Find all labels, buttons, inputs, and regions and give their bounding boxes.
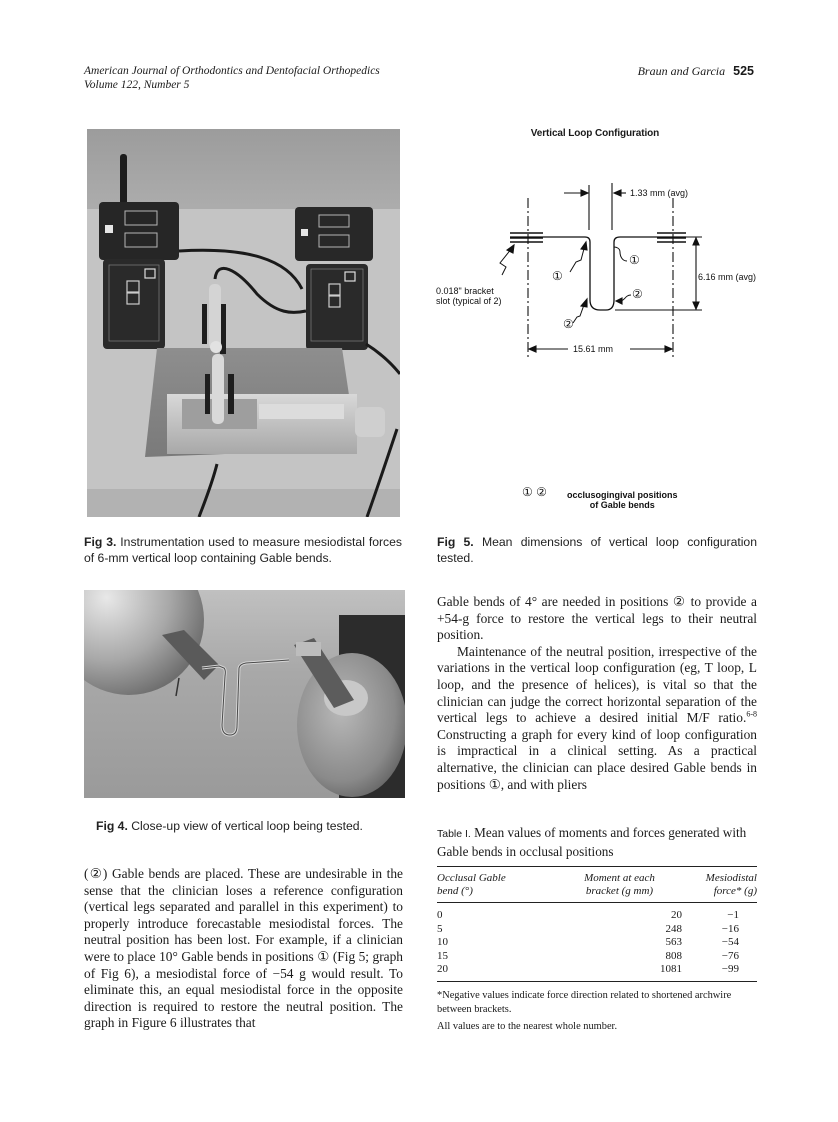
fig4-photo [84, 590, 405, 798]
fig5-caption [437, 534, 757, 566]
table-row: 10 563 −54 [437, 936, 739, 949]
position-1-marker-left: ① [552, 269, 563, 283]
fig4-label: Fig 4. [96, 819, 128, 833]
journal-volume: Volume 122, Number 5 [84, 79, 190, 91]
running-header-right [638, 64, 754, 78]
closeup-photo-illustration [84, 590, 405, 798]
bracket-slot-label: 0.018" bracket slot (typical of 2) [436, 286, 502, 306]
fig3-caption-text: Instrumentation used to measure mesiodistal forces of 6-mm vertical loop containing Gable bends. [84, 535, 403, 565]
fig4-caption-text: Close-up view of vertical loop being tested. [131, 819, 363, 833]
footnote: *Negative values indicate force direction related to shortened archwire between brackets. [437, 989, 732, 1015]
paragraph: Maintenance of the neutral position, irrespective of the variations in the vertical loop configuration (eg, T loop, L loop, and the presence of helices), is vital so that the clinician can judge the correct horizontal separation of the vertical legs to achieve a desired initial M/F ratio.$^{6-8}$ Constructing a graph for every kind of loop configuration is impractical in a clinical setting. As a practical alternative, the clinician can place desired Gable bends in positions ①, and with pliers [437, 643, 757, 792]
column-header-gable-bend: Occlusal Gable bend (°) [437, 872, 506, 897]
fig4-caption [96, 818, 416, 834]
fig5-label: Fig 5. [437, 535, 474, 549]
fig5-diagram [430, 120, 760, 520]
table-footnotes [437, 989, 757, 1034]
table-row: 5 248 −16 [437, 922, 739, 935]
table-header-row [437, 867, 757, 902]
citation-superscript: 6-8 [746, 709, 757, 719]
footnote: All values are to the nearest whole number. [437, 1020, 618, 1032]
table-row: 0 20 −1 [437, 909, 739, 921]
diagram-title: Vertical Loop Configuration [530, 128, 660, 139]
table-label: Table I. [437, 828, 471, 840]
table-row: 20 1081 −99 [437, 963, 739, 976]
table-body [437, 903, 757, 981]
position-1-marker-right: ① [629, 253, 640, 267]
running-header-left [84, 64, 380, 92]
table-row: 15 808 −76 [437, 949, 739, 962]
table-bottom-rule [437, 981, 757, 982]
fig3-photo [87, 129, 400, 517]
vertical-loop-drawing [430, 120, 760, 520]
right-column-text [437, 594, 757, 793]
height-dimension-label: 6.16 mm (avg) [698, 272, 757, 282]
column-header-force: Mesiodistal force* (g) [705, 872, 757, 897]
column-header-moment: Moment at each bracket (g mm) [584, 872, 655, 897]
width-dimension-label: 15.61 mm [573, 344, 614, 354]
instrumentation-photo-illustration [87, 129, 400, 517]
paragraph: Gable bends of 4° are needed in positions ② to provide a +54-g force to restore the vertical legs to their neutral position. [437, 594, 757, 643]
table-title-text: Mean values of moments and forces generated with Gable bends in occlusal positions [437, 825, 747, 859]
table-title [437, 824, 757, 860]
authors: Braun and Garcia [637, 64, 726, 78]
left-column-text [84, 866, 403, 1032]
legend-text: occlusogingival positions of Gable bends [567, 490, 678, 510]
paragraph: (②) Gable bends are placed. These are undesirable in the sense that the clinician loses a reference configuration (vertical legs separated and parallel in this experiment) to properly introduce forecastable mesiodistal forces. The neutral position has been lost. For example, if a clinician were to place 10° Gable bends in positions ① (Fig 5; graph of Fig 6), a mesiodistal force of −54 g would result. To eliminate this, an equal mesiodistal force in the opposite direction is required to restore the neutral position. The graph in Figure 6 illustrates that [84, 866, 403, 1031]
journal-title: American Journal of Orthodontics and Dentofacial Orthopedics [84, 65, 380, 77]
legend-markers: ① ② [522, 485, 547, 499]
data-table [437, 866, 757, 1034]
page-number: 525 [733, 64, 754, 78]
position-2-marker-left: ② [563, 317, 574, 331]
fig3-label: Fig 3. [84, 535, 117, 549]
fig3-caption [84, 534, 402, 566]
position-2-marker-right: ② [632, 287, 643, 301]
fig5-caption-text: Mean dimensions of vertical loop configuration tested. [437, 535, 757, 565]
gap-dimension-label: 1.33 mm (avg) [630, 188, 689, 198]
